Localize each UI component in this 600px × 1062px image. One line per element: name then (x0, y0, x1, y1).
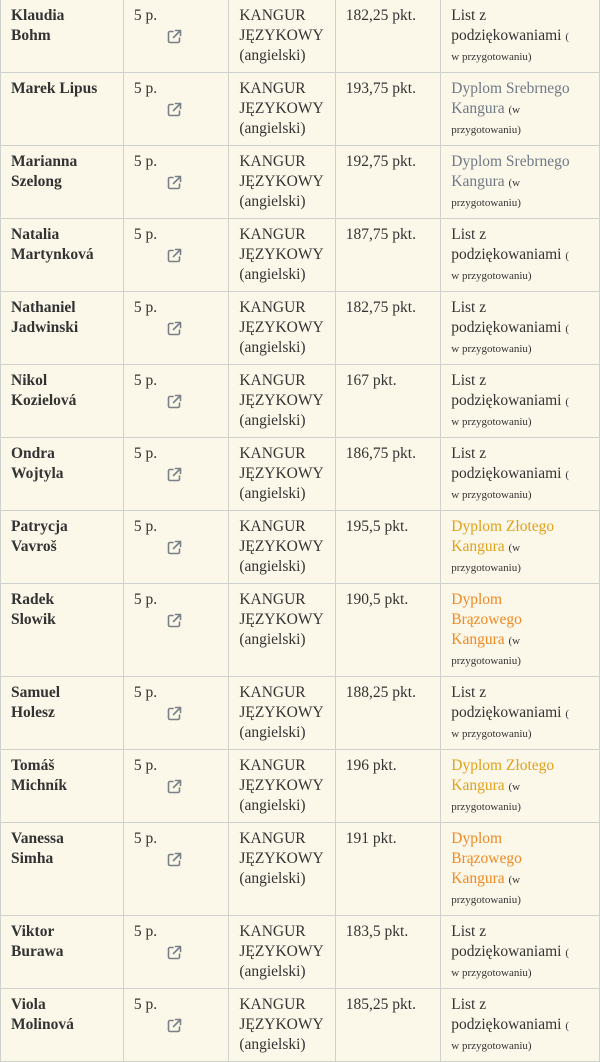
award-cell (441, 750, 600, 823)
external-link-icon[interactable] (167, 248, 182, 263)
class-label: 5 p. (133, 684, 158, 701)
points-cell (335, 0, 440, 73)
table-row (1, 677, 600, 750)
contest-cell (229, 219, 335, 292)
award-line-3: Kangura (451, 870, 505, 887)
class-cell (123, 146, 228, 219)
class-cell (123, 584, 228, 677)
student-name-cell (1, 146, 124, 219)
contest-name: KANGUR (239, 518, 306, 535)
points-cell (335, 989, 440, 1062)
student-name-cell (1, 292, 124, 365)
award-line-1: List z (451, 372, 487, 389)
award-line-2: Brązowego (451, 850, 522, 867)
table-row (1, 750, 600, 823)
student-name-cell (1, 511, 124, 584)
contest-cell (229, 292, 335, 365)
student-name-cell (1, 584, 124, 677)
points-value: 185,25 pkt. (345, 996, 416, 1013)
student-name-cell (1, 989, 124, 1062)
class-cell (123, 677, 228, 750)
award-line-1: List z (451, 996, 487, 1013)
award-note-part-2: w przygotowaniu) (451, 343, 532, 355)
class-label: 5 p. (133, 299, 158, 316)
award-cell (441, 511, 600, 584)
student-name-cell (1, 365, 124, 438)
student-first-name: Ondra (11, 445, 55, 462)
contest-language: JĘZYKOWY (239, 246, 324, 263)
student-first-name: Patrycja (11, 518, 68, 535)
award-line-1: Dyplom Złotego (451, 518, 555, 535)
class-cell (123, 219, 228, 292)
award-note-part-2: w przygotowaniu) (451, 1040, 532, 1052)
student-last-name: Jadwinski (11, 319, 79, 336)
class-cell (123, 916, 228, 989)
award-line-2: podziękowaniami (451, 704, 562, 721)
contest-name: KANGUR (239, 372, 306, 389)
class-label: 5 p. (133, 518, 158, 535)
student-last-name: Holesz (11, 704, 55, 721)
points-cell (335, 438, 440, 511)
external-link-icon[interactable] (167, 1018, 182, 1033)
external-link-icon[interactable] (167, 467, 182, 482)
award-line-2: Kangura (451, 777, 505, 794)
contest-language: JĘZYKOWY (239, 465, 324, 482)
class-label: 5 p. (133, 830, 158, 847)
class-label: 5 p. (133, 996, 158, 1013)
student-first-name: Nikol (11, 372, 48, 389)
student-name-cell (1, 438, 124, 511)
contest-name: KANGUR (239, 684, 306, 701)
student-first-name: Nathaniel (11, 299, 76, 316)
contest-language: JĘZYKOWY (239, 1016, 324, 1033)
contest-cell (229, 916, 335, 989)
contest-cell (229, 438, 335, 511)
award-note-part-1: (w (508, 104, 521, 116)
points-cell (335, 73, 440, 146)
contest-language: JĘZYKOWY (239, 392, 324, 409)
award-note-part-1: ( (565, 708, 569, 720)
class-cell (123, 365, 228, 438)
award-line-1: List z (451, 923, 487, 940)
student-first-name: Natalia (11, 226, 60, 243)
external-link-icon[interactable] (167, 779, 182, 794)
award-line-1: List z (451, 226, 487, 243)
student-name-cell (1, 219, 124, 292)
contest-cell (229, 677, 335, 750)
table-row (1, 438, 600, 511)
external-link-icon[interactable] (167, 29, 182, 44)
award-note-part-2: przygotowaniu) (451, 562, 521, 574)
contest-subject: (angielski) (239, 339, 306, 356)
award-note-part-2: w przygotowaniu) (451, 416, 532, 428)
award-line-1: Dyplom (451, 830, 503, 847)
award-note-part-2: w przygotowaniu) (451, 489, 532, 501)
class-label: 5 p. (133, 80, 158, 97)
contest-subject: (angielski) (239, 193, 306, 210)
award-title (451, 226, 561, 263)
external-link-icon[interactable] (167, 706, 182, 721)
student-first-name: Klaudia (11, 7, 65, 24)
contest-language: JĘZYKOWY (239, 850, 324, 867)
award-title (451, 684, 561, 721)
award-title (451, 996, 561, 1033)
award-line-2: Kangura (451, 100, 505, 117)
student-first-name: Tomáš (11, 757, 55, 774)
student-last-name: Vavroš (11, 538, 57, 555)
award-note-part-2: w przygotowaniu) (451, 270, 532, 282)
class-cell (123, 989, 228, 1062)
award-line-2: podziękowaniami (451, 465, 562, 482)
award-cell (441, 365, 600, 438)
award-note-part-1: ( (565, 947, 569, 959)
award-line-1: List z (451, 7, 487, 24)
award-line-2: Kangura (451, 538, 505, 555)
award-title (451, 299, 561, 336)
external-link-icon[interactable] (167, 394, 182, 409)
points-value: 182,75 pkt. (345, 299, 416, 316)
contest-name: KANGUR (239, 445, 306, 462)
contest-cell (229, 365, 335, 438)
student-last-name: Michník (11, 777, 67, 794)
student-name-cell (1, 823, 124, 916)
student-first-name: Marianna (11, 153, 78, 170)
table-row (1, 584, 600, 677)
award-line-1: List z (451, 445, 487, 462)
award-note-part-1: (w (508, 177, 521, 189)
points-value: 187,75 pkt. (345, 226, 416, 243)
award-note-part-2: w przygotowaniu) (451, 728, 532, 740)
student-first-name: Viktor (11, 923, 55, 940)
points-cell (335, 823, 440, 916)
contest-subject: (angielski) (239, 47, 306, 64)
award-cell (441, 219, 600, 292)
contest-language: JĘZYKOWY (239, 27, 324, 44)
student-last-name: Martynková (11, 246, 94, 263)
table-row (1, 219, 600, 292)
award-line-2: podziękowaniami (451, 392, 562, 409)
points-value: 193,75 pkt. (345, 80, 416, 97)
contest-name: KANGUR (239, 153, 306, 170)
contest-subject: (angielski) (239, 797, 306, 814)
external-link-icon[interactable] (167, 321, 182, 336)
contest-cell (229, 511, 335, 584)
award-line-3: Kangura (451, 631, 505, 648)
table-row (1, 916, 600, 989)
student-name-cell (1, 73, 124, 146)
award-note-part-1: (w (508, 781, 521, 793)
award-line-1: List z (451, 299, 487, 316)
award-note-part-1: (w (508, 874, 521, 886)
class-label: 5 p. (133, 226, 158, 243)
contest-name: KANGUR (239, 7, 306, 24)
contest-subject: (angielski) (239, 485, 306, 502)
contest-language: JĘZYKOWY (239, 611, 324, 628)
student-last-name: Molinová (11, 1016, 74, 1033)
student-name-cell (1, 916, 124, 989)
external-link-icon[interactable] (167, 175, 182, 190)
points-value: 195,5 pkt. (345, 518, 409, 535)
external-link-icon[interactable] (167, 613, 182, 628)
contest-language: JĘZYKOWY (239, 319, 324, 336)
award-title (451, 518, 554, 555)
class-label: 5 p. (133, 153, 158, 170)
class-cell (123, 438, 228, 511)
award-note-part-1: (w (508, 542, 521, 554)
award-line-1: Dyplom (451, 591, 503, 608)
award-line-2: podziękowaniami (451, 27, 562, 44)
points-value: 186,75 pkt. (345, 445, 416, 462)
award-note-part-2: przygotowaniu) (451, 124, 521, 136)
contest-name: KANGUR (239, 80, 306, 97)
external-link-icon[interactable] (167, 102, 182, 117)
student-first-name: Vanessa (11, 830, 64, 847)
points-cell (335, 511, 440, 584)
award-cell (441, 146, 600, 219)
award-cell (441, 677, 600, 750)
award-cell (441, 916, 600, 989)
external-link-icon[interactable] (167, 540, 182, 555)
award-line-1: Dyplom Złotego (451, 757, 555, 774)
class-cell (123, 292, 228, 365)
contest-subject: (angielski) (239, 120, 306, 137)
class-label: 5 p. (133, 445, 158, 462)
class-cell (123, 0, 228, 73)
award-note-part-2: przygotowaniu) (451, 197, 521, 209)
table-row (1, 0, 600, 73)
award-title (451, 757, 554, 794)
external-link-icon[interactable] (167, 852, 182, 867)
award-note-part-2: w przygotowaniu) (451, 967, 532, 979)
contest-cell (229, 750, 335, 823)
contest-subject: (angielski) (239, 266, 306, 283)
class-label: 5 p. (133, 757, 158, 774)
contest-cell (229, 0, 335, 73)
points-cell (335, 146, 440, 219)
table-row (1, 823, 600, 916)
points-cell (335, 292, 440, 365)
award-line-1: Dyplom Srebrnego (451, 153, 570, 170)
student-first-name: Viola (11, 996, 46, 1013)
award-note-part-1: ( (565, 323, 569, 335)
contest-cell (229, 823, 335, 916)
award-note-part-2: przygotowaniu) (451, 801, 521, 813)
contest-subject: (angielski) (239, 963, 306, 980)
class-cell (123, 823, 228, 916)
award-title (451, 923, 561, 960)
contest-language: JĘZYKOWY (239, 777, 324, 794)
points-value: 190,5 pkt. (345, 591, 409, 608)
contest-language: JĘZYKOWY (239, 538, 324, 555)
points-cell (335, 916, 440, 989)
award-cell (441, 73, 600, 146)
table-row (1, 146, 600, 219)
class-cell (123, 511, 228, 584)
award-note-part-2: w przygotowaniu) (451, 51, 532, 63)
award-cell (441, 0, 600, 73)
award-note-part-1: (w (508, 635, 521, 647)
award-note-part-1: ( (565, 250, 569, 262)
table-row (1, 292, 600, 365)
award-note-part-2: przygotowaniu) (451, 894, 521, 906)
award-cell (441, 438, 600, 511)
contest-language: JĘZYKOWY (239, 704, 324, 721)
contest-name: KANGUR (239, 757, 306, 774)
external-link-icon[interactable] (167, 945, 182, 960)
award-title (451, 7, 561, 44)
table-row (1, 511, 600, 584)
contest-cell (229, 584, 335, 677)
award-note-part-1: ( (565, 31, 569, 43)
contest-name: KANGUR (239, 591, 306, 608)
table-row (1, 73, 600, 146)
contest-subject: (angielski) (239, 412, 306, 429)
contest-name: KANGUR (239, 226, 306, 243)
class-cell (123, 73, 228, 146)
award-note-part-2: przygotowaniu) (451, 655, 521, 667)
award-cell (441, 292, 600, 365)
student-name-cell (1, 677, 124, 750)
contest-language: JĘZYKOWY (239, 100, 324, 117)
student-first-name: Marek Lipus (11, 80, 98, 97)
student-last-name: Burawa (11, 943, 64, 960)
award-cell (441, 989, 600, 1062)
contest-cell (229, 989, 335, 1062)
student-name-cell (1, 750, 124, 823)
contest-subject: (angielski) (239, 870, 306, 887)
contest-name: KANGUR (239, 996, 306, 1013)
contest-subject: (angielski) (239, 631, 306, 648)
award-note-part-1: ( (565, 469, 569, 481)
table-row (1, 365, 600, 438)
award-line-2: podziękowaniami (451, 246, 562, 263)
contest-name: KANGUR (239, 923, 306, 940)
points-cell (335, 750, 440, 823)
points-cell (335, 677, 440, 750)
award-note-part-1: ( (565, 1020, 569, 1032)
award-line-2: Kangura (451, 173, 505, 190)
award-cell (441, 584, 600, 677)
points-value: 191 pkt. (345, 830, 397, 847)
award-line-1: Dyplom Srebrnego (451, 80, 570, 97)
contest-subject: (angielski) (239, 558, 306, 575)
points-cell (335, 584, 440, 677)
points-value: 188,25 pkt. (345, 684, 416, 701)
points-value: 183,5 pkt. (345, 923, 409, 940)
points-value: 196 pkt. (345, 757, 397, 774)
contest-name: KANGUR (239, 830, 306, 847)
class-label: 5 p. (133, 923, 158, 940)
award-title (451, 372, 561, 409)
student-last-name: Bohm (11, 27, 51, 44)
contest-cell (229, 73, 335, 146)
award-line-3-wrap (451, 870, 504, 887)
student-last-name: Wojtyla (11, 465, 64, 482)
class-label: 5 p. (133, 7, 158, 24)
class-label: 5 p. (133, 591, 158, 608)
student-name-cell (1, 0, 124, 73)
results-table-body (1, 0, 600, 1062)
contest-language: JĘZYKOWY (239, 173, 324, 190)
award-line-2: podziękowaniami (451, 943, 562, 960)
contest-subject: (angielski) (239, 1036, 306, 1053)
award-note-part-1: ( (565, 396, 569, 408)
award-line-3-wrap (451, 631, 504, 648)
points-cell (335, 219, 440, 292)
award-line-2: podziękowaniami (451, 319, 562, 336)
student-last-name: Szelong (11, 173, 62, 190)
contest-language: JĘZYKOWY (239, 943, 324, 960)
contest-name: KANGUR (239, 299, 306, 316)
contest-subject: (angielski) (239, 724, 306, 741)
student-last-name: Kozielová (11, 392, 77, 409)
points-value: 192,75 pkt. (345, 153, 416, 170)
award-line-2: Brązowego (451, 611, 522, 628)
points-value: 182,25 pkt. (345, 7, 416, 24)
class-label: 5 p. (133, 372, 158, 389)
points-cell (335, 365, 440, 438)
award-line-1: List z (451, 684, 487, 701)
student-last-name: Simha (11, 850, 54, 867)
table-row (1, 989, 600, 1062)
student-last-name: Slowik (11, 611, 56, 628)
contest-cell (229, 146, 335, 219)
student-first-name: Radek (11, 591, 55, 608)
award-line-2: podziękowaniami (451, 1016, 562, 1033)
student-first-name: Samuel (11, 684, 61, 701)
points-value: 167 pkt. (345, 372, 397, 389)
class-cell (123, 750, 228, 823)
award-title (451, 445, 561, 482)
award-cell (441, 823, 600, 916)
